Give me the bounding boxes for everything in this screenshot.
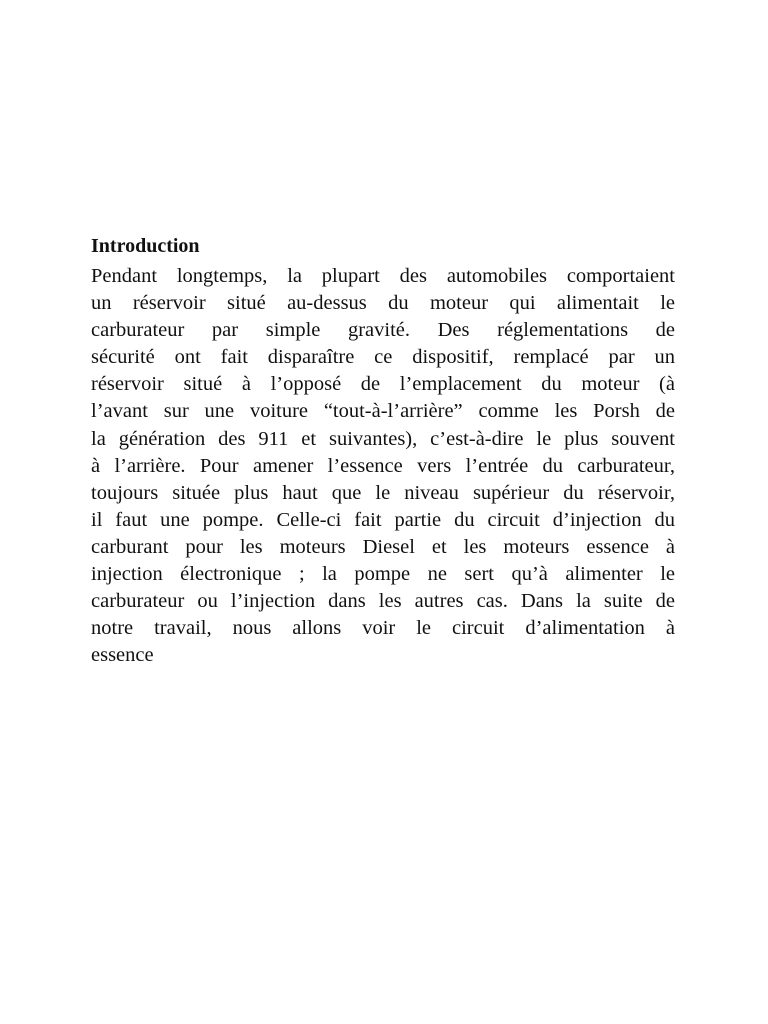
- paragraph-line: la génération des 911 et suivantes), c’est-à-dire le plus souvent: [91, 427, 675, 450]
- paragraph-line: carburant pour les moteurs Diesel et les moteurs essence à: [91, 535, 675, 558]
- paragraph-line: notre travail, nous allons voir le circuit d’alimentation à: [91, 617, 675, 640]
- paragraph-line: carburateur ou l’injection dans les autres cas. Dans la suite de: [91, 590, 675, 613]
- paragraph-line: injection électronique ; la pompe ne sert qu’à alimenter le: [91, 563, 675, 586]
- intro-paragraph: [91, 263, 675, 669]
- paragraph-line: réservoir situé à l’opposé de l’emplacement du moteur (à: [91, 373, 675, 396]
- document-content: [91, 233, 675, 669]
- paragraph-line: il faut une pompe. Celle-ci fait partie du circuit d’injection du: [91, 508, 675, 531]
- paragraph-line: essence: [91, 644, 154, 667]
- paragraph-line: l’avant sur une voiture “tout-à-l’arrière” comme les Porsh de: [91, 400, 675, 423]
- paragraph-line: Pendant longtemps, la plupart des automobiles comportaient: [91, 265, 675, 287]
- paragraph-line: carburateur par simple gravité. Des réglementations de: [91, 319, 675, 342]
- section-heading: Introduction: [91, 235, 200, 257]
- paragraph-line: sécurité ont fait disparaître ce dispositif, remplacé par un: [91, 346, 675, 369]
- paragraph-line: un réservoir situé au-dessus du moteur qui alimentait le: [91, 292, 675, 315]
- paragraph-line: à l’arrière. Pour amener l’essence vers l’entrée du carburateur,: [91, 454, 675, 477]
- paragraph-line: toujours située plus haut que le niveau supérieur du réservoir,: [91, 481, 675, 504]
